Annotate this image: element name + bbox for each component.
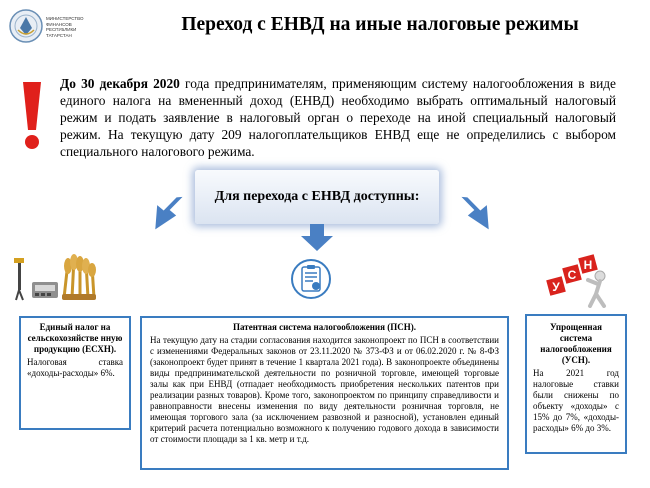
intro-text: года предпринимателям, применяющим систему налогообложения в виде единого налога на вмененный доход (ЕНВД) необходимо выбрать оптимальный налоговый режим и подать заявление в налоговый орган о переходе на иной специальный налоговый режим. На текущую дату 209 налогоплательщиков ЕНВД еще не определились с выбором специального налогового режима. [60, 76, 616, 159]
arrow-down-right-icon [454, 196, 494, 232]
available-regimes-box [195, 170, 439, 224]
available-regimes-label: Для перехода с ЕНВД доступны: [214, 189, 420, 204]
usn-letter-u: У [552, 280, 560, 294]
arrow-down-icon [300, 224, 334, 252]
usn-body: На 2021 год налоговые ставки были снижены по объекту «доходы» с 15% до 7%, «доходы-расходы» 6% до 3%. [533, 368, 619, 433]
usn-letter-s: С [567, 268, 577, 282]
ministry-name: МИНИСТЕРСТВО ФИНАНСОВ РЕСПУБЛИКИ ТАТАРСТАН [46, 16, 84, 38]
exclamation-icon [20, 80, 44, 157]
page-title: Переход с ЕНВД на иные налоговые режимы [181, 14, 579, 35]
psn-body: На текущую дату на стадии согласования находится законопроект по ПСН в соответствии с изменениями Федеральных законов от 23.11.2020 № 373-ФЗ и от 06.02.2020 г. № 8-ФЗ (законопроект будет принят в течение 1 квартала 2021 года). В законопроекте объединены виды предпринимательской деятельности по розничной торговле, имеющей торговые залы как при ЕНВД (отпадает необходимость приобретения нескольких патентов при реализации разных товаров). Кроме того, законопроектом по принципу справедливости и равноправности внесены изменения по виду деятельности розничная торговля, не имеющая торгового зала (за исключением развозной и разносной), установлен единый критерий расчета потенциально возможного к получению годового дохода в зависимости от стоимости площади за 1 кв. метр и т.д. [150, 335, 499, 444]
psn-title: Патентная система налогообложения (ПСН). [233, 322, 416, 332]
esxn-body: Налоговая ставка «доходы-расходы» 6%. [27, 357, 123, 378]
esxn-title: Единый налог на сельскохозяйстве нную продукцию (ЕСХН). [27, 322, 123, 354]
usn-figure-icon [544, 252, 612, 308]
usn-letter-n: Н [583, 258, 593, 272]
patent-document-icon [290, 258, 332, 300]
esxn-box [19, 316, 131, 430]
arrow-down-left-icon [150, 196, 190, 232]
intro-paragraph [60, 75, 616, 160]
intro-deadline: До 30 декабря 2020 [60, 76, 180, 91]
usn-title: Упрощенная система налогообложения (УСН). [540, 322, 612, 365]
emblem-icon [8, 8, 44, 44]
agriculture-icon [14, 254, 100, 304]
psn-box [140, 316, 509, 470]
usn-box [525, 314, 627, 454]
